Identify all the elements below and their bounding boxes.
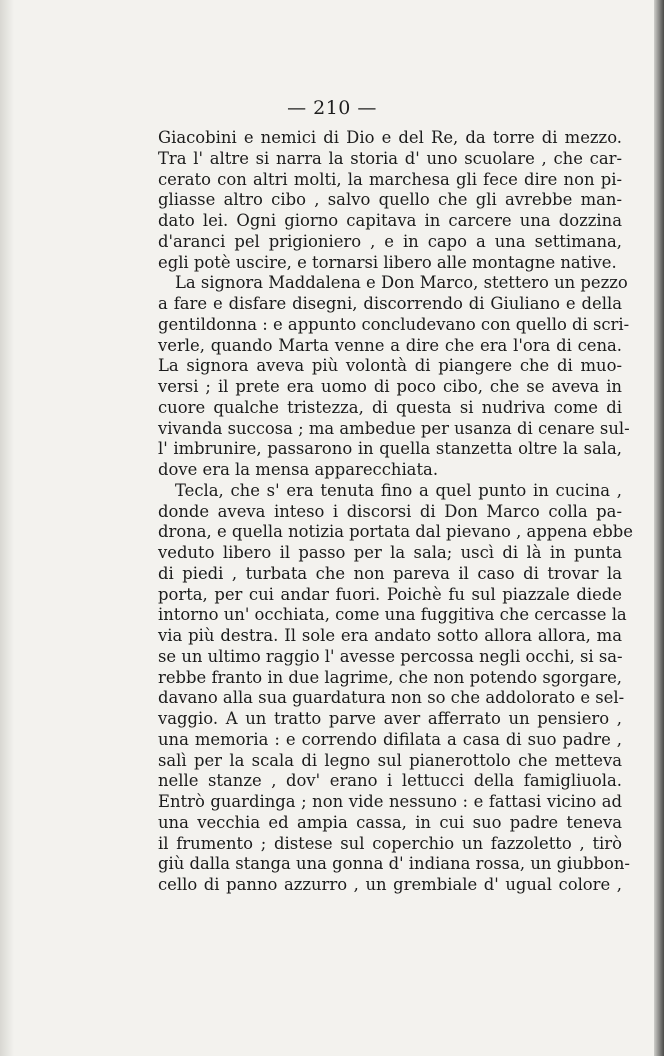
- text-line: dove era la mensa apparecchiata.: [158, 460, 439, 479]
- text-line: intorno un' occhiata, come una fuggitiva che cercasse la: [158, 605, 627, 625]
- text-line: vaggio. A un tratto parve aver afferrato un pensiero ,: [158, 709, 622, 728]
- text-line: veduto libero il passo per la sala; uscì di là in punta: [158, 543, 622, 562]
- text-line: Tecla, che s' era tenuta fino a quel punto in cucina ,: [175, 480, 622, 500]
- text-line: Entrò guardinga ; non vide nessuno : e fattasi vicino ad: [158, 792, 622, 811]
- text-line: vivanda succosa ; ma ambedue per usanza di cenare sul-: [158, 418, 630, 438]
- text-line: salì per la scala di legno sul pianerottolo che metteva: [158, 750, 622, 770]
- text-line: di piedi , turbata che non pareva il caso di trovar la: [158, 563, 622, 583]
- text-line: donde aveva inteso i discorsi di Don Marco colla pa-: [158, 501, 622, 521]
- text-line: La signora aveva più volontà di piangere che di muo-: [158, 356, 622, 376]
- page-edge: [654, 0, 664, 1056]
- text-line: cuore qualche tristezza, di questa si nudriva come di: [158, 397, 622, 417]
- text-line: nelle stanze , dov' erano i lettucci della famigliuola.: [158, 771, 622, 791]
- text-line: cerato con altri molti, la marchesa gli fece dire non pi-: [158, 169, 622, 189]
- text-line: se un ultimo raggio l' avesse percossa negli occhi, si sa-: [158, 646, 623, 666]
- text-line: gliasse altro cibo , salvo quello che gli avrebbe man-: [158, 190, 622, 210]
- text-line: versi ; il prete era uomo di poco cibo, che se aveva in: [158, 377, 622, 396]
- text-line: porta, per cui andar fuori. Poichè fu sul piazzale diede: [158, 584, 622, 604]
- text-line: Giacobini e nemici di Dio e del Re, da torre di mezzo.: [158, 128, 622, 147]
- text-line: il frumento ; distese sul coperchio un fazzoletto , tirò: [158, 833, 622, 853]
- text-line: dato lei. Ogni giorno capitava in carcere una dozzina: [158, 211, 622, 230]
- text-line: davano alla sua guardatura non so che addolorato e sel-: [158, 688, 625, 708]
- text-line: via più destra. Il sole era andato sotto allora allora, ma: [158, 626, 622, 645]
- text-line: La signora Maddalena e Don Marco, stettero un pezzo: [175, 273, 628, 293]
- text-line: verle, quando Marta venne a dire che era l'ora di cena.: [158, 335, 622, 355]
- text-line: egli potè uscire, e tornarsi libero alle montagne native.: [158, 252, 617, 272]
- page-number: — 210 —: [287, 97, 377, 119]
- text-line: l' imbrunire, passarono in quella stanzetta oltre la sala,: [158, 439, 622, 459]
- text-line: cello di panno azzurro , un grembiale d' ugual colore ,: [158, 875, 622, 894]
- body-text: [158, 128, 633, 896]
- text-line: a fare e disfare disegni, discorrendo di Giuliano e della: [158, 294, 622, 313]
- text-line: una vecchia ed ampia cassa, in cui suo padre teneva: [158, 812, 622, 832]
- page-gutter-shadow: [0, 0, 14, 1056]
- text-line: una memoria : e correndo difilata a casa di suo padre ,: [158, 729, 622, 749]
- text-line: giù dalla stanga una gonna d' indiana rossa, un giubbon-: [158, 854, 630, 874]
- text-line: Tra l' altre si narra la storia d' uno scuolare , che car-: [158, 148, 622, 168]
- text-line: gentildonna : e appunto concludevano con quello di scri-: [158, 314, 630, 334]
- text-line: drona, e quella notizia portata dal pievano , appena ebbe: [158, 522, 633, 542]
- text-line: d'aranci pel prigioniero , e in capo a una settimana,: [158, 231, 622, 251]
- text-line: rebbe franto in due lagrime, che non potendo sgorgare,: [158, 667, 622, 687]
